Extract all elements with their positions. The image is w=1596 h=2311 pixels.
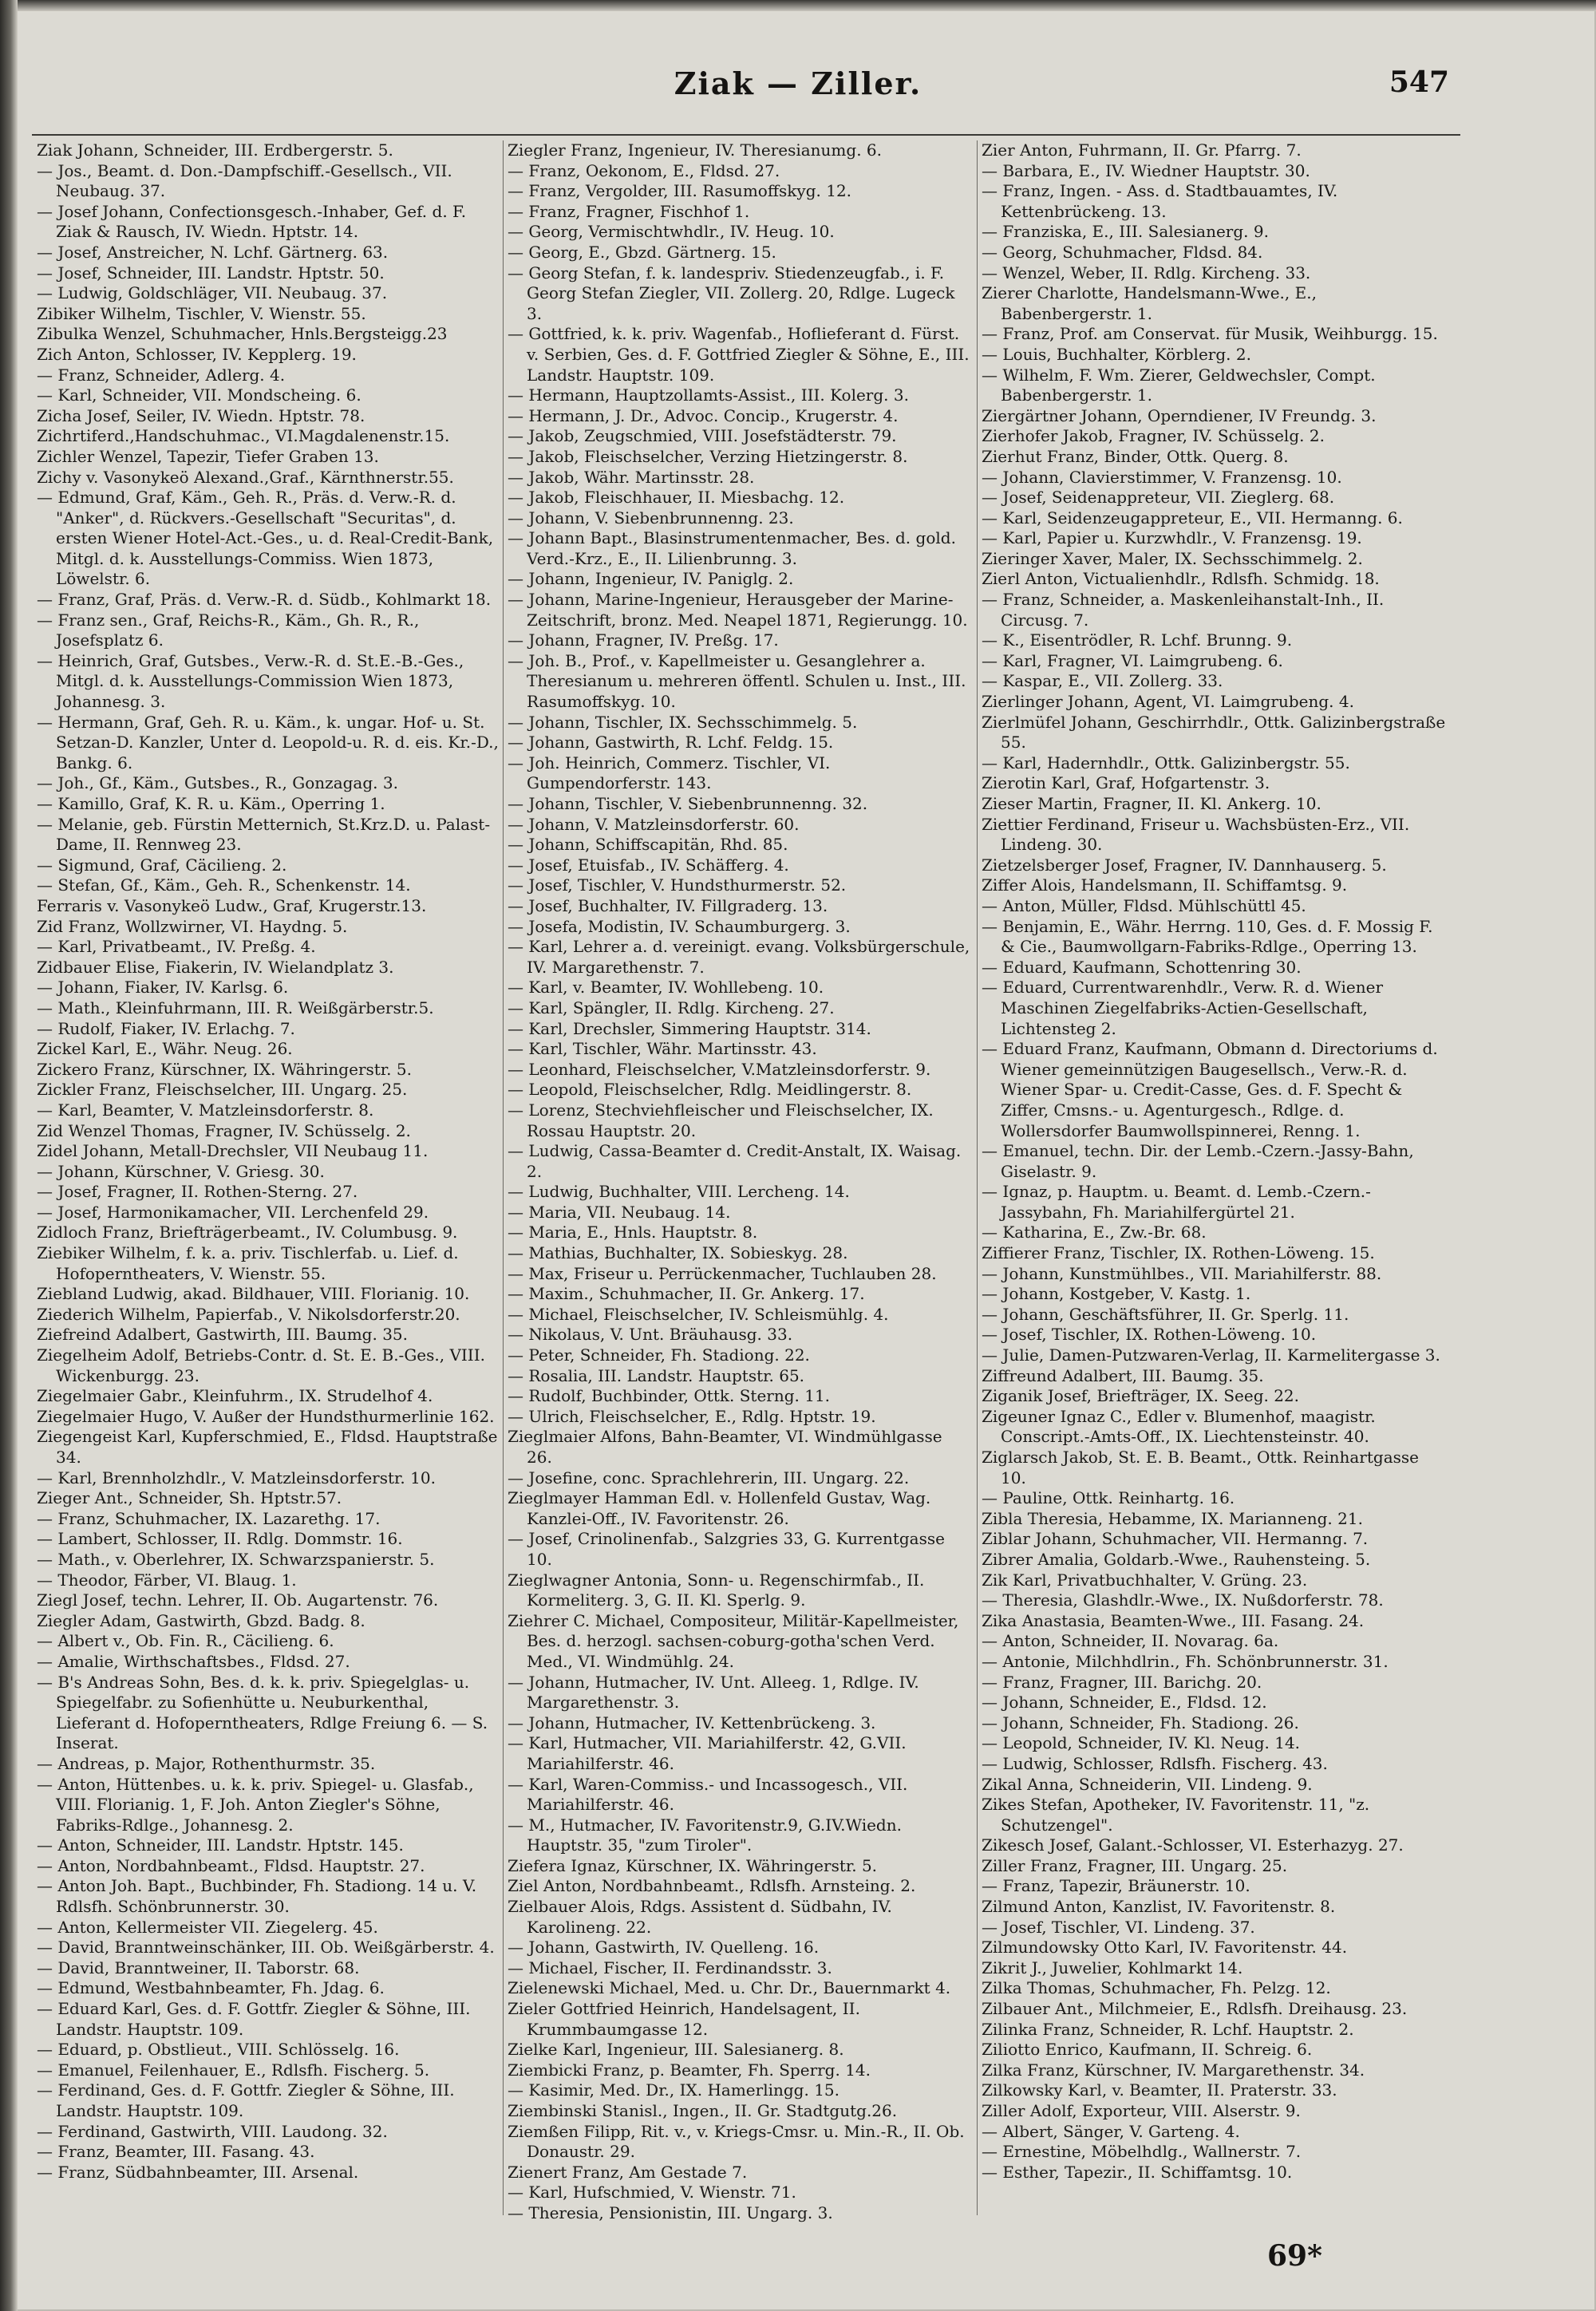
- directory-entry: Ziglarsch Jakob, St. E. B. Beamt., Ottk. Reinhartgasse 10.: [982, 1448, 1419, 1487]
- directory-entry: — Josef, Crinolinenfab., Salzgries 33, G. Kurrentgasse 10.: [508, 1529, 945, 1569]
- column-divider: [977, 140, 978, 2215]
- directory-entry: — Michael, Fleischselcher, IV. Schleismühlg. 4.: [508, 1304, 889, 1324]
- directory-entry: — Nikolaus, V. Unt. Bräuhausg. 33.: [508, 1325, 793, 1345]
- directory-entry: Ziffer Alois, Handelsmann, II. Schiffamtsg. 9.: [982, 875, 1348, 895]
- directory-entry: Ziffierer Franz, Tischler, IX. Rothen-Löweng. 15.: [982, 1243, 1375, 1263]
- directory-entry: — Franz, Prof. am Conservat. für Musik, Weihburgg. 15.: [982, 324, 1438, 344]
- directory-entry: Ziembinski Stanisl., Ingen., II. Gr. Stadtgutg.26.: [508, 2101, 898, 2120]
- directory-entry: — Ludwig, Cassa-Beamter d. Credit-Anstalt, IX. Waisag. 2.: [508, 1141, 962, 1181]
- directory-entry: Zilbauer Ant., Milchmeier, E., Rdlsfh. Dreihausg. 23.: [982, 1999, 1408, 2019]
- directory-entry: Zik Karl, Privatbuchhalter, V. Grüng. 23.: [982, 1570, 1308, 1590]
- directory-entry: — Amalie, Wirthschaftsbes., Fldsd. 27.: [37, 1651, 350, 1671]
- directory-entry: — David, Branntweiner, II. Taborstr. 68.: [37, 1957, 360, 1977]
- directory-entry: Zielbauer Alois, Rdgs. Assistent d. Südbahn, IV. Karolineng. 22.: [508, 1897, 892, 1937]
- directory-entry: Ziegelmaier Gabr., Kleinfuhrm., IX. Strudelhof 4.: [37, 1386, 433, 1406]
- directory-entry: Zika Anastasia, Beamten-Wwe., III. Fasang. 24.: [982, 1610, 1365, 1630]
- directory-entry: — Lambert, Schlosser, II. Rdlg. Dommstr. 16.: [37, 1529, 403, 1549]
- directory-entry: — Julie, Damen-Putzwaren-Verlag, II. Karmelitergasse 3.: [982, 1345, 1440, 1365]
- directory-entry: — Johann, Schneider, Fh. Stadiong. 26.: [982, 1713, 1299, 1732]
- directory-entry: — Franz, Schneider, a. Maskenleihanstalt-Inh., II. Circusg. 7.: [982, 590, 1385, 630]
- directory-entry: Zidel Johann, Metall-Drechsler, VII Neubaug 11.: [37, 1141, 429, 1161]
- directory-entry: Zielke Karl, Ingenieur, III. Salesianerg. 8.: [508, 2040, 844, 2060]
- directory-entry: Zierotin Karl, Graf, Hofgartenstr. 3.: [982, 773, 1270, 793]
- directory-entry: — Jakob, Fleischselcher, Verzing Hietzingerstr. 8.: [508, 446, 908, 466]
- directory-entry: Ziffreund Adalbert, III. Baumg. 35.: [982, 1365, 1264, 1385]
- directory-entry: Zilinka Franz, Schneider, R. Lchf. Hauptstr. 2.: [982, 2019, 1354, 2039]
- directory-entry: Ziembicki Franz, p. Beamter, Fh. Sperrg. 14.: [508, 2060, 871, 2080]
- directory-entry: Zickel Karl, E., Währ. Neug. 26.: [37, 1039, 293, 1059]
- directory-entry: Zikal Anna, Schneiderin, VII. Lindeng. 9.: [982, 1774, 1313, 1794]
- directory-entry: — Franz, Ingen. - Ass. d. Stadtbauamtes, IV. Kettenbrückeng. 13.: [982, 181, 1338, 221]
- directory-entry: — Josefa, Modistin, IV. Schaumburgerg. 3.: [508, 916, 851, 936]
- directory-entry: — Jos., Beamt. d. Don.-Dampfschiff.-Gesellsch., VII. Neubaug. 37.: [37, 160, 452, 201]
- directory-entry: — Kaspar, E., VII. Zollerg. 33.: [982, 671, 1223, 691]
- directory-entry: — Johann Bapt., Blasinstrumentenmacher, Bes. d. gold. Verd.-Krz., E., II. Lilienbrunng. 3.: [508, 528, 956, 568]
- directory-entry: — Gottfried, k. k. priv. Wagenfab., Hoflieferant d. Fürst. v. Serbien, Ges. d. F. Gottfried Ziegler & Söhne, E., III. Landstr. Hauptstr. 109.: [508, 324, 970, 385]
- directory-entry: — Anton, Müller, Fldsd. Mühlschüttl 45.: [982, 895, 1306, 915]
- directory-entry: Ziemßen Filipp, Rit. v., v. Kriegs-Cmsr. u. Min.-R., II. Ob. Donaustr. 29.: [508, 2121, 965, 2162]
- directory-entry: — Benjamin, E., Währ. Herrng. 110, Ges. d. F. Mossig F. & Cie., Baumwollgarn-Fabriks-Rdlge., Operring 13.: [982, 916, 1433, 957]
- directory-entry: — Johann, Gastwirth, R. Lchf. Feldg. 15.: [508, 733, 834, 753]
- directory-entry: — Josef, Etuisfab., IV. Schäfferg. 4.: [508, 855, 789, 875]
- directory-entry: Zietzelsberger Josef, Fragner, IV. Dannhauserg. 5.: [982, 855, 1387, 875]
- scan-left-edge: [0, 0, 18, 2311]
- directory-entry: Zieler Gottfried Heinrich, Handelsagent, II. Krummbaumgasse 12.: [508, 1999, 860, 2039]
- directory-entry: — Johann, Schiffscapitän, Rhd. 85.: [508, 835, 788, 855]
- directory-entry: Zichler Wenzel, Tapezir, Tiefer Graben 13.: [37, 446, 379, 466]
- directory-entry: Zilka Franz, Kürschner, IV. Margarethenstr. 34.: [982, 2060, 1365, 2080]
- directory-entry: — Jakob, Fleischhauer, II. Miesbachg. 12.: [508, 488, 845, 508]
- directory-entry: — Karl, Lehrer a. d. vereinigt. evang. Volksbürgerschule, IV. Margarethenstr. 7.: [508, 937, 970, 977]
- directory-entry: — Johann, Kunstmühlbes., VII. Mariahilferstr. 88.: [982, 1263, 1382, 1283]
- directory-entry: — Barbara, E., IV. Wiedner Hauptstr. 30.: [982, 160, 1310, 180]
- directory-entry: — Hermann, Hauptzollamts-Assist., III. Kolerg. 3.: [508, 385, 909, 405]
- directory-entry: — Franz, Graf, Präs. d. Verw.-R. d. Südb., Kohlmarkt 18.: [37, 590, 492, 610]
- directory-entry: — Rudolf, Buchbinder, Ottk. Sterng. 11.: [508, 1386, 831, 1406]
- directory-entry: Zierer Charlotte, Handelsmann-Wwe., E., Babenbergerstr. 1.: [982, 283, 1317, 323]
- directory-entry: — Albert v., Ob. Fin. R., Cäcilieng. 6.: [37, 1631, 334, 1651]
- directory-entry: — Eduard, Kaufmann, Schottenring 30.: [982, 957, 1302, 977]
- directory-entry: — Katharina, E., Zw.-Br. 68.: [982, 1223, 1207, 1242]
- directory-entry: — Franziska, E., III. Salesianerg. 9.: [982, 222, 1269, 242]
- directory-entry: — Johann, Ingenieur, IV. Paniglg. 2.: [508, 569, 794, 589]
- directory-entry: Zieringer Xaver, Maler, IX. Sechsschimmelg. 2.: [982, 548, 1363, 568]
- directory-entry: — Johann, Kürschner, V. Griesg. 30.: [37, 1161, 325, 1181]
- directory-entry: Zikesch Josef, Galant.-Schlosser, VI. Esterhazyg. 27.: [982, 1835, 1404, 1855]
- directory-entry: Zierlmüfel Johann, Geschirrhdlr., Ottk. Galizinbergstraße 55.: [982, 712, 1446, 753]
- directory-entry: — Karl, Papier u. Kurzwhdlr., V. Franzensg. 19.: [982, 528, 1362, 548]
- directory-entry: Zickler Franz, Fleischselcher, III. Ungarg. 25.: [37, 1080, 408, 1100]
- directory-entry: Ziegengeist Karl, Kupferschmied, E., Fldsd. Hauptstraße 34.: [37, 1427, 498, 1467]
- directory-entry: — Johann, Kostgeber, V. Kastg. 1.: [982, 1284, 1251, 1304]
- directory-entry: — Mathias, Buchhalter, IX. Sobieskyg. 28.: [508, 1243, 848, 1263]
- directory-entry: Zigeuner Ignaz C., Edler v. Blumenhof, maagistr. Conscript.-Amts-Off., IX. Liechtensteinstr. 40.: [982, 1406, 1376, 1447]
- directory-entry: — Johann, Gastwirth, IV. Quelleng. 16.: [508, 1938, 820, 1957]
- directory-entry: Zidbauer Elise, Fiakerin, IV. Wielandplatz 3.: [37, 957, 394, 977]
- directory-entry: — Josef Johann, Confectionsgesch.-Inhaber, Gef. d. F. Ziak & Rausch, IV. Wiedn. Hptstr. 14.: [37, 201, 467, 242]
- directory-entry: — Jakob, Zeugschmied, VIII. Josefstädterstr. 79.: [508, 426, 897, 446]
- directory-entry: Zierl Anton, Victualienhdlr., Rdlsfh. Schmidg. 18.: [982, 569, 1380, 589]
- directory-entry: Zibulka Wenzel, Schuhmacher, Hnls.Bergsteigg.23: [37, 324, 448, 344]
- directory-entry: Ziehrer C. Michael, Compositeur, Militär-Kapellmeister, Bes. d. herzogl. sachsen-coburg-gotha'schen Verd. Med., VI. Windmühlg. 24.: [508, 1610, 959, 1671]
- directory-entry: — Theodor, Färber, VI. Blaug. 1.: [37, 1570, 297, 1590]
- directory-entry: — Anton, Hüttenbes. u. k. k. priv. Spiegel- u. Glasfab., VIII. Florianig. 1, F. Joh. Anton Ziegler's Söhne, Fabriks-Rdlge., Johannesg. 2.: [37, 1774, 474, 1835]
- directory-entry: — Louis, Buchhalter, Körblerg. 2.: [982, 344, 1251, 364]
- directory-entry: — Franz sen., Graf, Reichs-R., Käm., Gh. R., R., Josefsplatz 6.: [37, 610, 420, 650]
- directory-entry: Ziegelmaier Hugo, V. Außer der Hundsthurmerlinie 162.: [37, 1406, 495, 1426]
- directory-entry: — Johann, Hutmacher, IV. Kettenbrückeng. 3.: [508, 1713, 876, 1732]
- directory-entry: Zilkowsky Karl, v. Beamter, II. Praterstr. 33.: [982, 2080, 1337, 2100]
- directory-entry: — David, Branntweinschänker, III. Ob. Weißgärberstr. 4.: [37, 1938, 495, 1957]
- directory-entry: — Johann, Marine-Ingenieur, Herausgeber der Marine-Zeitschrift, bronz. Med. Neapel 1871, Regierungg. 10.: [508, 590, 968, 630]
- directory-entry: — Maria, VII. Neubaug. 14.: [508, 1202, 731, 1222]
- column-middle: [508, 140, 972, 2255]
- directory-entry: — Eduard Franz, Kaufmann, Obmann d. Directoriums d. Wiener gemeinnützigen Baugesellsch., Verw.-R. d. Wiener Spar- u. Credit-Casse, Ges. d. F. Specht & Ziffer, Cmsns.- u. Agenturgesch., Rdlge. d. Wollersdorfer Baumwollspinnerei, Renng. 1.: [982, 1039, 1438, 1140]
- directory-entry: Ziefreind Adalbert, Gastwirth, III. Baumg. 35.: [37, 1325, 408, 1345]
- directory-entry: — Kamillo, Graf, K. R. u. Käm., Operring 1.: [37, 794, 385, 813]
- directory-entry: — Antonie, Milchhdlrin., Fh. Schönbrunnerstr. 31.: [982, 1651, 1389, 1671]
- directory-entry: — Franz, Schneider, Adlerg. 4.: [37, 365, 286, 385]
- directory-entry: — Ludwig, Buchhalter, VIII. Lercheng. 14.: [508, 1182, 850, 1202]
- directory-entry: — Karl, Spängler, II. Rdlg. Kircheng. 27.: [508, 997, 835, 1017]
- directory-entry: — Ludwig, Schlosser, Rdlsfh. Fischerg. 43.: [982, 1753, 1328, 1773]
- column-divider: [503, 140, 504, 2215]
- directory-entry: Ziettier Ferdinand, Friseur u. Wachsbüsten-Erz., VII. Lindeng. 30.: [982, 814, 1410, 855]
- directory-entry: — Georg, Schuhmacher, Fldsd. 84.: [982, 242, 1263, 262]
- directory-entry: — B's Andreas Sohn, Bes. d. k. k. priv. Spiegelglas- u. Spiegelfabr. zu Sofienhütte u. Neuburkenthal, Lieferant d. Hofoperntheaters, Rdlge Freiung 6. — S. Inserat.: [37, 1672, 488, 1753]
- directory-entry: Ziller Adolf, Exporteur, VIII. Alserstr. 9.: [982, 2101, 1301, 2120]
- directory-entry: — Esther, Tapezir., II. Schiffamtsg. 10.: [982, 2162, 1293, 2182]
- directory-entry: — Maria, E., Hnls. Hauptstr. 8.: [508, 1223, 758, 1242]
- directory-entry: — Melanie, geb. Fürstin Metternich, St.Krz.D. u. Palast-Dame, II. Rennweg 23.: [37, 814, 491, 855]
- page-number: 547: [1389, 65, 1449, 99]
- directory-entry: Ziel Anton, Nordbahnbeamt., Rdlsfh. Arnsteing. 2.: [508, 1876, 916, 1896]
- directory-entry: — Johann, Schneider, E., Fldsd. 12.: [982, 1693, 1267, 1713]
- directory-entry: — Albert, Sänger, V. Garteng. 4.: [982, 2121, 1240, 2141]
- directory-entry: — Ignaz, p. Hauptm. u. Beamt. d. Lemb.-Czern.-Jassybahn, Fh. Mariahilfergürtel 21.: [982, 1182, 1371, 1222]
- directory-entry: Zierlinger Johann, Agent, VI. Laimgrubeng. 4.: [982, 692, 1354, 712]
- directory-entry: — Karl, Hufschmied, V. Wienstr. 71.: [508, 2183, 796, 2202]
- directory-entry: — Johann, Tischler, V. Siebenbrunnenng. 32.: [508, 794, 868, 813]
- directory-entry: Zier Anton, Fuhrmann, II. Gr. Pfarrg. 7.: [982, 140, 1302, 160]
- directory-entry: Ziller Franz, Fragner, III. Ungarg. 25.: [982, 1855, 1288, 1875]
- directory-entry: — Leonhard, Fleischselcher, V.Matzleinsdorferstr. 9.: [508, 1059, 931, 1079]
- directory-entry: — Josef, Fragner, II. Rothen-Sterng. 27.: [37, 1182, 358, 1202]
- directory-entry: — Michael, Fischer, II. Ferdinandsstr. 3.: [508, 1957, 832, 1977]
- header-rule: [32, 134, 1460, 136]
- page-title: Ziak — Ziller.: [674, 65, 922, 101]
- column-right: [982, 140, 1446, 2255]
- directory-entry: — Franz, Oekonom, E., Fldsd. 27.: [508, 160, 780, 180]
- directory-entry: Zikes Stefan, Apotheker, IV. Favoritenstr. 11, "z. Schutzengel".: [982, 1795, 1370, 1835]
- directory-entry: — Karl, Privatbeamt., IV. Preßg. 4.: [37, 937, 316, 957]
- directory-entry: — Edmund, Westbahnbeamter, Fh. Jdag. 6.: [37, 1978, 385, 1998]
- directory-entry: Zikrit J., Juwelier, Kohlmarkt 14.: [982, 1957, 1243, 1977]
- directory-entry: — Math., Kleinfuhrmann, III. R. Weißgärberstr.5.: [37, 997, 434, 1017]
- directory-entry: — Josef, Buchhalter, IV. Fillgraderg. 13.: [508, 895, 828, 915]
- directory-entry: Ziliotto Enrico, Kaufmann, II. Schreig. 6.: [982, 2040, 1313, 2060]
- directory-entry: — Johann, V. Siebenbrunnenng. 23.: [508, 508, 794, 527]
- directory-entry: — Theresia, Glashdlr.-Wwe., IX. Nußdorferstr. 78.: [982, 1590, 1384, 1610]
- directory-entry: — K., Eisentrödler, R. Lchf. Brunng. 9.: [982, 630, 1293, 650]
- directory-entry: Ziegler Franz, Ingenieur, IV. Theresianumg. 6.: [508, 140, 882, 160]
- directory-entry: — Emanuel, Feilenhauer, E., Rdlsfh. Fischerg. 5.: [37, 2060, 430, 2080]
- directory-entry: Ziblar Johann, Schuhmacher, VII. Hermanng. 7.: [982, 1529, 1369, 1549]
- directory-entry: — Karl, v. Beamter, IV. Wohllebeng. 10.: [508, 978, 824, 997]
- directory-entry: — Andreas, p. Major, Rothenthurmstr. 35.: [37, 1753, 376, 1773]
- directory-entry: — Joh. Heinrich, Commerz. Tischler, VI. Gumpendorferstr. 143.: [508, 753, 831, 793]
- directory-entry: — Josef, Harmonikamacher, VII. Lerchenfeld 29.: [37, 1202, 429, 1222]
- directory-entry: Zilka Thomas, Schuhmacher, Fh. Pelzg. 12.: [982, 1978, 1331, 1998]
- directory-entry: — Ferdinand, Gastwirth, VIII. Laudong. 32.: [37, 2121, 388, 2141]
- directory-entry: Zidloch Franz, Briefträgerbeamt., IV. Columbusg. 9.: [37, 1223, 458, 1242]
- directory-entry: Zid Wenzel Thomas, Fragner, IV. Schüsselg. 2.: [37, 1120, 411, 1140]
- directory-entry: — Karl, Tischler, Währ. Martinsstr. 43.: [508, 1039, 817, 1059]
- directory-entry: — Rudolf, Fiaker, IV. Erlachg. 7.: [37, 1018, 295, 1038]
- directory-entry: — Anton, Nordbahnbeamt., Fldsd. Hauptstr. 27.: [37, 1855, 425, 1875]
- directory-entry: — Johann, V. Matzleinsdorferstr. 60.: [508, 814, 800, 834]
- scan-top-edge: [0, 0, 1596, 11]
- directory-entry: — Karl, Seidenzeugappreteur, E., VII. Hermanng. 6.: [982, 508, 1403, 527]
- directory-entry: — Maxim., Schuhmacher, II. Gr. Ankerg. 17.: [508, 1284, 865, 1304]
- page-header: [0, 65, 1596, 113]
- directory-entry: — Johann, Tischler, IX. Sechsschimmelg. 5.: [508, 712, 858, 732]
- directory-entry: — Josef, Tischler, IX. Rothen-Löweng. 10.: [982, 1325, 1317, 1345]
- directory-entry: — Josef, Tischler, V. Hundsthurmerstr. 52.: [508, 875, 847, 895]
- directory-entry: — Ulrich, Fleischselcher, E., Rdlg. Hptstr. 19.: [508, 1406, 876, 1426]
- directory-entry: — Heinrich, Graf, Gutsbes., Verw.-R. d. St.E.-B.-Ges., Mitgl. d. k. Ausstellungs-Commission Wien 1873, Johannesg. 3.: [37, 650, 464, 712]
- directory-entry: — Lorenz, Stechviehfleischer und Fleischselcher, IX. Rossau Hauptstr. 20.: [508, 1100, 934, 1140]
- directory-entry: — Josef, Schneider, III. Landstr. Hptstr. 50.: [37, 263, 385, 282]
- directory-entry: — Georg, E., Gbzd. Gärtnerg. 15.: [508, 242, 776, 262]
- directory-entry: Zibiker Wilhelm, Tischler, V. Wienstr. 55.: [37, 303, 366, 323]
- directory-entry: Ziebiker Wilhelm, f. k. a. priv. Tischlerfab. u. Lief. d. Hofoperntheaters, V. Wienstr. 55.: [37, 1243, 459, 1283]
- directory-entry: — Math., v. Oberlehrer, IX. Schwarzspanierstr. 5.: [37, 1549, 435, 1569]
- directory-entry: — Karl, Waren-Commiss.- und Incassogesch., VII. Mariahilferstr. 46.: [508, 1774, 908, 1815]
- directory-entry: — Franz, Vergolder, III. Rasumoffskyg. 12.: [508, 181, 852, 201]
- directory-entry: — Eduard Karl, Ges. d. F. Gottfr. Ziegler & Söhne, III. Landstr. Hauptstr. 109.: [37, 1999, 471, 2039]
- directory-entry: — Emanuel, techn. Dir. der Lemb.-Czern.-Jassy-Bahn, Giselastr. 9.: [982, 1141, 1414, 1181]
- directory-entry: — Hermann, Graf, Geh. R. u. Käm., k. ungar. Hof- u. St. Setzan-D. Kanzler, Unter d. Leopold-u. R. d. eis. Kr.-D., Bankg. 6.: [37, 712, 499, 772]
- directory-entry: — Franz, Tapezir, Bräunerstr. 10.: [982, 1876, 1250, 1896]
- directory-entry: Zich Anton, Schlosser, IV. Kepplerg. 19.: [37, 344, 357, 364]
- directory-entry: Zibrer Amalia, Goldarb.-Wwe., Rauhensteing. 5.: [982, 1549, 1371, 1569]
- directory-entry: — Ludwig, Goldschläger, VII. Neubaug. 37.: [37, 283, 388, 303]
- directory-entry: — Jakob, Währ. Martinsstr. 28.: [508, 467, 755, 487]
- column-left: [37, 140, 501, 2255]
- directory-entry: — Franz, Fragner, Fischhof 1.: [508, 201, 750, 221]
- directory-entry: — Johann, Geschäftsführer, II. Gr. Sperlg. 11.: [982, 1304, 1349, 1324]
- directory-entry: Zierhut Franz, Binder, Ottk. Querg. 8.: [982, 446, 1289, 466]
- directory-entry: — Edmund, Graf, Käm., Geh. R., Präs. d. Verw.-R. d. "Anker", d. Rückvers.-Gesellschaft "Securitas", d. ersten Wiener Hotel-Act.-Ges., u. d. Real-Credit-Bank, Mitgl. d. k. Ausstellungs-Commiss. Wien 1873, Löwelstr. 6.: [37, 488, 494, 589]
- directory-entry: — Johann, Fragner, IV. Preßg. 17.: [508, 630, 779, 650]
- printer-signature: 69*: [1267, 2239, 1322, 2273]
- directory-entry: Zielenewski Michael, Med. u. Chr. Dr., Bauernmarkt 4.: [508, 1978, 951, 1998]
- directory-entry: Ziegl Josef, techn. Lehrer, II. Ob. Augartenstr. 76.: [37, 1590, 439, 1610]
- directory-entry: — Joh. B., Prof., v. Kapellmeister u. Gesanglehrer a. Theresianum u. mehreren öffentl. Schulen u. Inst., III. Rasumoffskyg. 10.: [508, 650, 966, 712]
- directory-entry: — Eduard, p. Obstlieut., VIII. Schlösselg. 16.: [37, 2040, 400, 2060]
- directory-entry: — Ernestine, Möbelhdlg., Wallnerstr. 7.: [982, 2142, 1302, 2162]
- directory-entry: — Karl, Hadernhdlr., Ottk. Galizinbergstr. 55.: [982, 753, 1350, 772]
- directory-entry: — Franz, Südbahnbeamter, III. Arsenal.: [37, 2162, 359, 2182]
- directory-entry: Ziederich Wilhelm, Papierfab., V. Nikolsdorferstr.20.: [37, 1304, 460, 1324]
- directory-entry: — Karl, Schneider, VII. Mondscheing. 6.: [37, 385, 361, 405]
- directory-entry: — Karl, Drechsler, Simmering Hauptstr. 314.: [508, 1018, 871, 1038]
- directory-entry: Zierhofer Jakob, Fragner, IV. Schüsselg. 2.: [982, 426, 1325, 446]
- directory-entry: — Joh., Gf., Käm., Gutsbes., R., Gonzagag. 3.: [37, 773, 398, 793]
- directory-entry: Zichrtiferd.,Handschuhmac., VI.Magdalenenstr.15.: [37, 426, 450, 446]
- directory-entry: — Peter, Schneider, Fh. Stadiong. 22.: [508, 1345, 810, 1365]
- directory-entry: — Georg, Vermischtwhdlr., IV. Heug. 10.: [508, 222, 835, 242]
- directory-entry: Zid Franz, Wollzwirner, VI. Haydng. 5.: [37, 916, 348, 936]
- directory-entry: — Johann, Clavierstimmer, V. Franzensg. 10.: [982, 467, 1342, 487]
- directory-entry: Zilmundowsky Otto Karl, IV. Favoritenstr. 44.: [982, 1938, 1348, 1957]
- directory-entry: Ziganik Josef, Briefträger, IX. Seeg. 22.: [982, 1386, 1300, 1406]
- directory-entry: Ziefera Ignaz, Kürschner, IX. Währingerstr. 5.: [508, 1855, 878, 1875]
- directory-entry: — Eduard, Currentwarenhdlr., Verw. R. d. Wiener Maschinen Ziegelfabriks-Actien-Gesellschaft, Lichtensteg 2.: [982, 978, 1384, 1038]
- directory-entry: — Franz, Schuhmacher, IX. Lazarethg. 17.: [37, 1508, 381, 1528]
- directory-entry: — Rosalia, III. Landstr. Hauptstr. 65.: [508, 1365, 805, 1385]
- directory-entry: — Josef, Seidenappreteur, VII. Zieglerg. 68.: [982, 488, 1335, 508]
- directory-entry: Zibla Theresia, Hebamme, IX. Marianneng. 21.: [982, 1508, 1363, 1528]
- directory-entry: — Anton, Schneider, II. Novarag. 6a.: [982, 1631, 1279, 1651]
- directory-entry: — Wilhelm, F. Wm. Zierer, Geldwechsler, Compt. Babenbergerstr. 1.: [982, 365, 1376, 405]
- directory-entry: — Stefan, Gf., Käm., Geh. R., Schenkenstr. 14.: [37, 875, 411, 895]
- directory-entry: — Josef, Tischler, VI. Lindeng. 37.: [982, 1917, 1255, 1937]
- directory-entry: Ziebland Ludwig, akad. Bildhauer, VIII. Florianig. 10.: [37, 1284, 470, 1304]
- directory-entry: Zilmund Anton, Kanzlist, IV. Favoritenstr. 8.: [982, 1897, 1336, 1917]
- directory-entry: — Anton Joh. Bapt., Buchbinder, Fh. Stadiong. 14 u. V. Rdlsfh. Schönbrunnerstr. 30.: [37, 1876, 477, 1917]
- directory-entry: — Leopold, Fleischselcher, Rdlg. Meidlingerstr. 8.: [508, 1080, 912, 1100]
- directory-entry: — Karl, Fragner, VI. Laimgrubeng. 6.: [982, 650, 1283, 670]
- directory-entry: Zieglmaier Alfons, Bahn-Beamter, VI. Windmühlgasse 26.: [508, 1427, 942, 1467]
- directory-entry: — Franz, Beamter, III. Fasang. 43.: [37, 2142, 315, 2162]
- directory-entry: Zienert Franz, Am Gestade 7.: [508, 2162, 748, 2182]
- directory-entry: — Karl, Brennholzhdlr., V. Matzleinsdorferstr. 10.: [37, 1468, 436, 1487]
- directory-entry: — Kasimir, Med. Dr., IX. Hamerlingg. 15.: [508, 2080, 840, 2100]
- directory-entry: — Anton, Kellermeister VII. Ziegelerg. 45.: [37, 1917, 378, 1937]
- directory-entry: — Hermann, J. Dr., Advoc. Concip., Krugerstr. 4.: [508, 405, 899, 425]
- directory-entry: — Karl, Hutmacher, VII. Mariahilferstr. 42, G.VII. Mariahilferstr. 46.: [508, 1733, 907, 1773]
- directory-entry: Zieser Martin, Fragner, II. Kl. Ankerg. 10.: [982, 794, 1321, 813]
- directory-entry: Zieger Ant., Schneider, Sh. Hptstr.57.: [37, 1488, 342, 1508]
- directory-entry: — Franz, Fragner, III. Barichg. 20.: [982, 1672, 1262, 1692]
- directory-entry: — Johann, Hutmacher, IV. Unt. Alleeg. 1, Rdlge. IV. Margarethenstr. 3.: [508, 1672, 919, 1713]
- directory-entry: — Theresia, Pensionistin, III. Ungarg. 3.: [508, 2202, 833, 2222]
- directory-entry: Zickero Franz, Kürschner, IX. Währingerstr. 5.: [37, 1059, 412, 1079]
- directory-entry: — Pauline, Ottk. Reinhartg. 16.: [982, 1488, 1235, 1508]
- directory-entry: — M., Hutmacher, IV. Favoritenstr.9, G.IV.Wiedn. Hauptstr. 35, "zum Tiroler".: [508, 1815, 902, 1855]
- directory-entry: — Wenzel, Weber, II. Rdlg. Kircheng. 33.: [982, 263, 1311, 282]
- directory-entry: Ferraris v. Vasonykeö Ludw., Graf, Krugerstr.13.: [37, 895, 427, 915]
- directory-entry: Ziergärtner Johann, Operndiener, IV Freundg. 3.: [982, 405, 1377, 425]
- directory-entry: — Johann, Fiaker, IV. Karlsg. 6.: [37, 978, 289, 997]
- directory-entry: Zicha Josef, Seiler, IV. Wiedn. Hptstr. 78.: [37, 405, 365, 425]
- directory-entry: — Karl, Beamter, V. Matzleinsdorferstr. 8.: [37, 1100, 374, 1120]
- directory-entry: — Anton, Schneider, III. Landstr. Hptstr. 145.: [37, 1835, 404, 1855]
- directory-entry: Zichy v. Vasonykeö Alexand.,Graf., Kärnthnerstr.55.: [37, 467, 454, 487]
- directory-entry: — Ferdinand, Ges. d. F. Gottfr. Ziegler & Söhne, III. Landstr. Hauptstr. 109.: [37, 2080, 455, 2120]
- directory-entry: Zieglwagner Antonia, Sonn- u. Regenschirmfab., II. Kormeliterg. 3, G. II. Kl. Sperlg. 9.: [508, 1570, 925, 1610]
- directory-entry: — Georg Stefan, f. k. landespriv. Stiedenzeugfab., i. F. Georg Stefan Ziegler, VII. Zollerg. 20, Rdlge. Lugeck 3.: [508, 263, 955, 323]
- directory-entry: — Josefine, conc. Sprachlehrerin, III. Ungarg. 22.: [508, 1468, 910, 1487]
- directory-entry: Ziak Johann, Schneider, III. Erdbergerstr. 5.: [37, 140, 393, 160]
- directory-entry: Zieglmayer Hamman Edl. v. Hollenfeld Gustav, Wag. Kanzlei-Off., IV. Favoritenstr. 26.: [508, 1488, 931, 1528]
- directory-entry: Ziegler Adam, Gastwirth, Gbzd. Badg. 8.: [37, 1610, 365, 1630]
- directory-entry: — Sigmund, Graf, Cäcilieng. 2.: [37, 855, 287, 875]
- directory-entry: — Max, Friseur u. Perrückenmacher, Tuchlauben 28.: [508, 1263, 937, 1283]
- directory-entry: Ziegelheim Adolf, Betriebs-Contr. d. St. E. B.-Ges., VIII. Wickenburgg. 23.: [37, 1345, 485, 1385]
- directory-entry: — Leopold, Schneider, IV. Kl. Neug. 14.: [982, 1733, 1301, 1753]
- directory-entry: — Josef, Anstreicher, N. Lchf. Gärtnerg. 63.: [37, 242, 389, 262]
